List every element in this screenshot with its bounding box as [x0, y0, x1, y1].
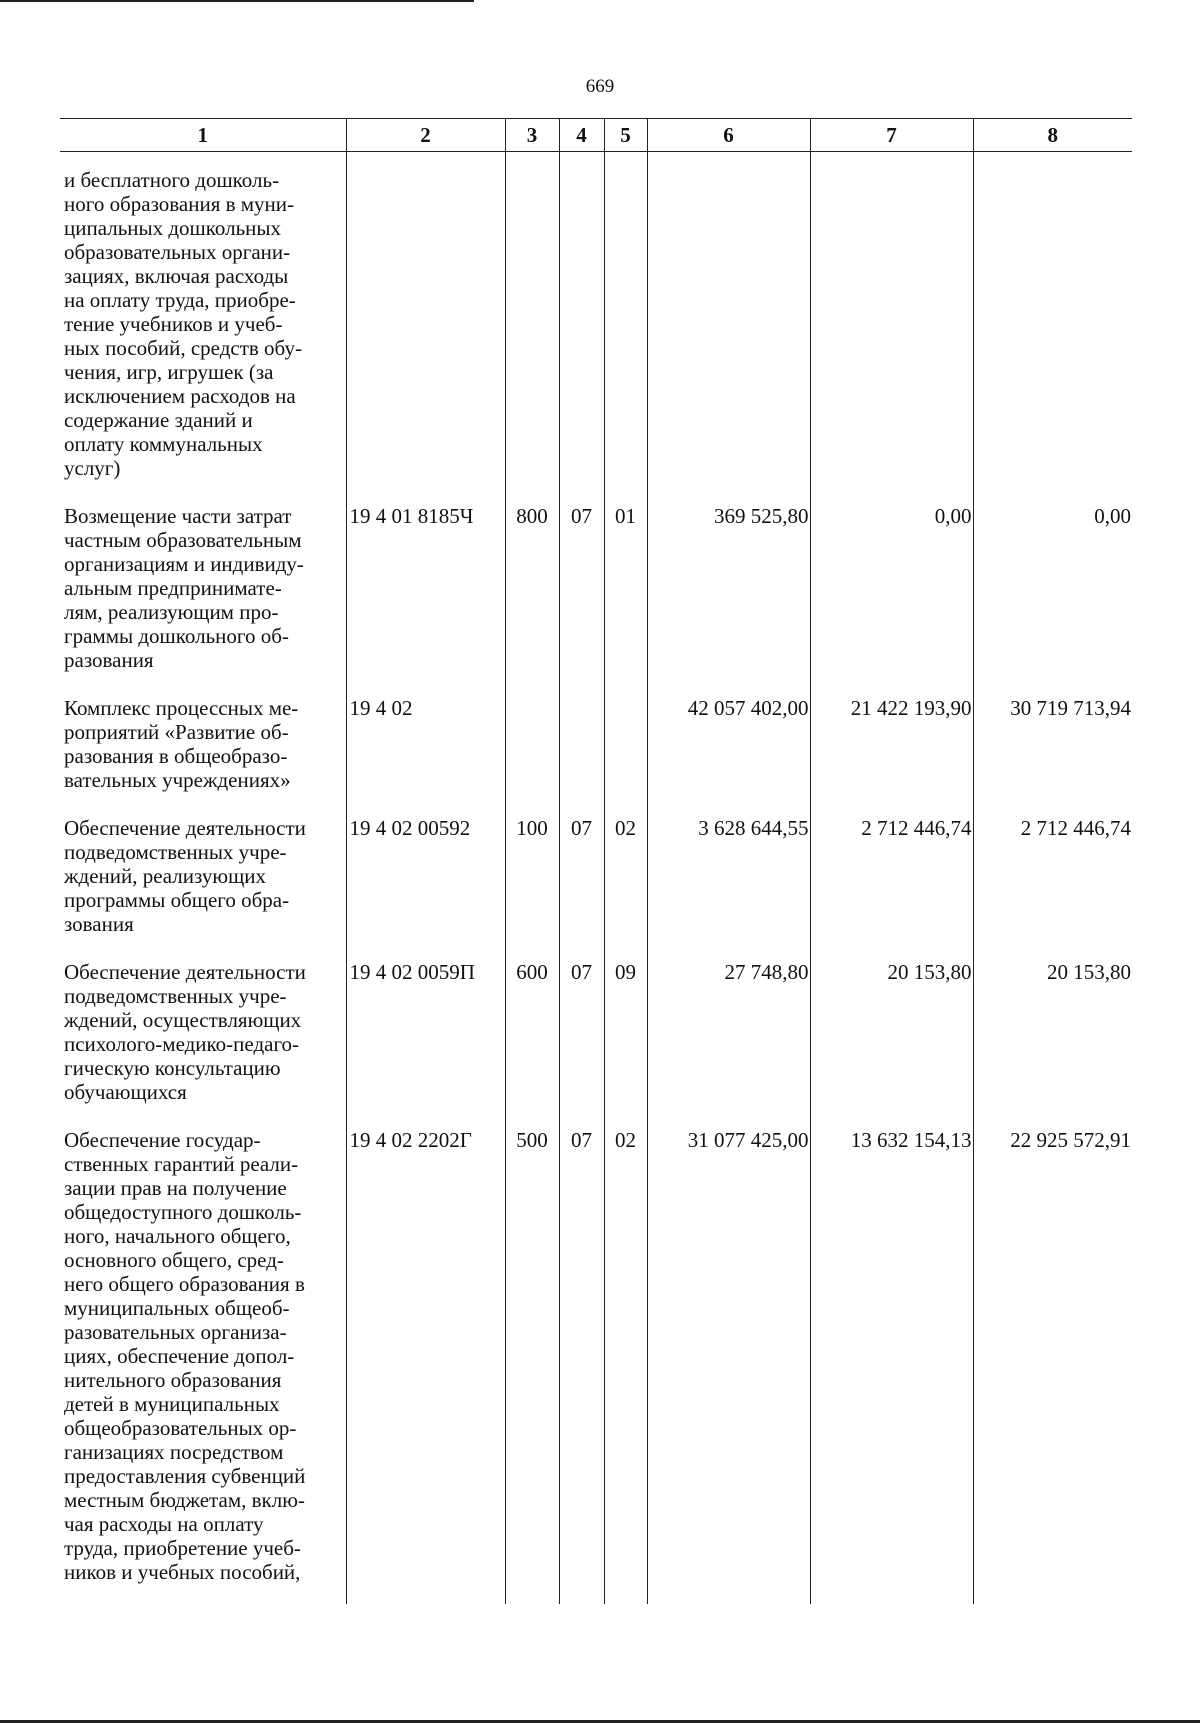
row-col5: 02	[604, 1128, 647, 1604]
table-row	[60, 816, 1132, 960]
row-code	[346, 152, 505, 505]
column-header-3: 3	[505, 119, 559, 152]
row-col4	[559, 152, 604, 505]
table-row	[60, 152, 1132, 505]
row-name: Возмещение части затрат частным образовательным организациям и индивиду- альным предпринимате- лям, реализующим про- граммы дошкольного об- разования	[64, 504, 304, 672]
page-number: 669	[585, 76, 615, 97]
row-col5: 09	[604, 960, 647, 1128]
row-name: Обеспечение государ- ственных гарантий реали- зации прав на получение общедоступного дошколь- ного, начального общего, основного общего, сред- него общего образования в муниципальных общеоб- разовательных организа- циях, обеспечение допол- нительного образования детей в муниципальных общеобразовательных ор- ганизациях посредством предоставления субвенций местным бюджетам, вклю- чая расходы на оплату труда, приобретение учеб- ников и учебных пособий,	[64, 1128, 306, 1584]
row-name: Комплекс процессных ме- роприятий «Развитие об- разования в общеобразо- вательных учреждениях»	[64, 696, 299, 792]
column-header-4: 4	[559, 119, 604, 152]
column-header-1: 1	[60, 119, 346, 152]
budget-table-container	[60, 118, 1132, 1604]
row-name-cell	[60, 696, 346, 816]
row-name-cell	[60, 960, 346, 1128]
row-col5	[604, 152, 647, 505]
row-col3	[505, 696, 559, 816]
row-value-7: 13 632 154,13	[810, 1128, 973, 1604]
row-value-6: 42 057 402,00	[647, 696, 810, 816]
row-value-7: 21 422 193,90	[810, 696, 973, 816]
row-col3: 500	[505, 1128, 559, 1604]
row-code: 19 4 02 00592	[346, 816, 505, 960]
row-value-7	[810, 152, 973, 505]
row-name-cell	[60, 504, 346, 696]
row-col3: 600	[505, 960, 559, 1128]
column-header-2: 2	[346, 119, 505, 152]
budget-table	[60, 118, 1132, 1604]
column-header-5: 5	[604, 119, 647, 152]
row-value-6: 369 525,80	[647, 504, 810, 696]
table-row	[60, 504, 1132, 696]
row-code: 19 4 02 0059П	[346, 960, 505, 1128]
table-row	[60, 1128, 1132, 1604]
row-col4: 07	[559, 816, 604, 960]
row-col3: 800	[505, 504, 559, 696]
header-row	[60, 119, 1132, 152]
row-value-8: 22 925 572,91	[973, 1128, 1132, 1604]
column-header-8: 8	[973, 119, 1132, 152]
row-value-8: 0,00	[973, 504, 1132, 696]
row-col3	[505, 152, 559, 505]
table-row	[60, 696, 1132, 816]
row-col4: 07	[559, 1128, 604, 1604]
row-name-cell	[60, 816, 346, 960]
row-name: Обеспечение деятельности подведомственных учре- ждений, реализующих программы общего обра- зования	[64, 816, 306, 936]
row-value-8: 30 719 713,94	[973, 696, 1132, 816]
row-value-6	[647, 152, 810, 505]
row-code: 19 4 02 2202Г	[346, 1128, 505, 1604]
row-value-6: 3 628 644,55	[647, 816, 810, 960]
row-value-6: 27 748,80	[647, 960, 810, 1128]
row-col4	[559, 696, 604, 816]
row-value-8	[973, 152, 1132, 505]
row-col4: 07	[559, 504, 604, 696]
row-code: 19 4 01 8185Ч	[346, 504, 505, 696]
table-row	[60, 960, 1132, 1128]
row-value-7: 0,00	[810, 504, 973, 696]
row-code: 19 4 02	[346, 696, 505, 816]
row-name: и бесплатного дошколь- ного образования в муни- ципальных дошкольных образовательных органи- зациях, включая расходы на оплату труда, приобре- тение учебников и учеб- ных пособий, средств обу- чения, игр, игрушек (за исключением расходов на содержание зданий и оплату коммунальных услуг)	[64, 168, 302, 480]
row-value-7: 2 712 446,74	[810, 816, 973, 960]
row-col5	[604, 696, 647, 816]
row-col5: 02	[604, 816, 647, 960]
row-name: Обеспечение деятельности подведомственных учре- ждений, осуществляющих психолого-медико-педаго- гическую консультацию обучающихся	[64, 960, 306, 1104]
column-header-6: 6	[647, 119, 810, 152]
column-header-7: 7	[810, 119, 973, 152]
row-value-6: 31 077 425,00	[647, 1128, 810, 1604]
row-value-7: 20 153,80	[810, 960, 973, 1128]
row-col5: 01	[604, 504, 647, 696]
row-col4: 07	[559, 960, 604, 1128]
top-rule	[0, 0, 474, 2]
row-col3: 100	[505, 816, 559, 960]
row-name-cell	[60, 152, 346, 505]
row-value-8: 2 712 446,74	[973, 816, 1132, 960]
row-name-cell	[60, 1128, 346, 1604]
row-value-8: 20 153,80	[973, 960, 1132, 1128]
